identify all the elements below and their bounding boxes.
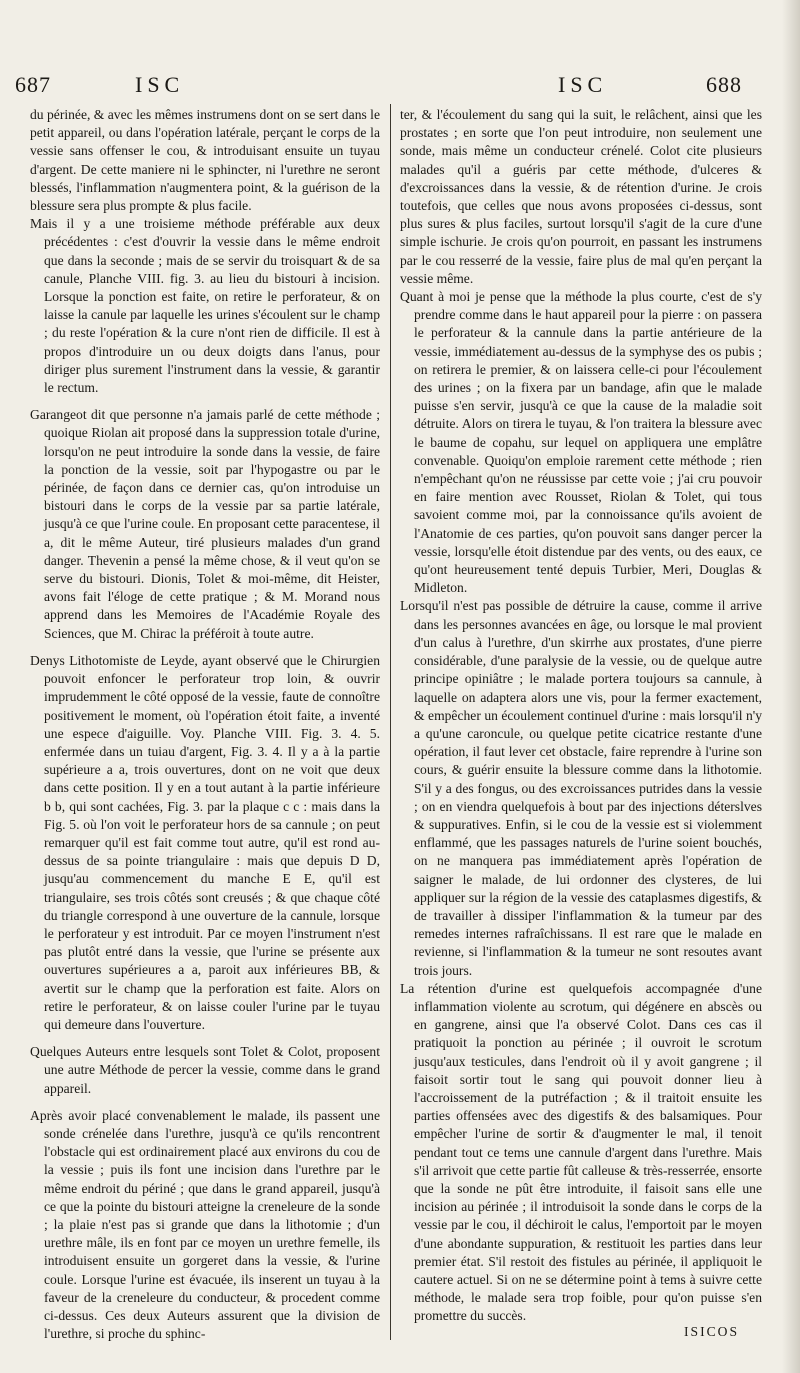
- catchword: ISICOS: [684, 1324, 740, 1339]
- right-column: [400, 106, 762, 1326]
- paragraph: du périnée, & avec les mêmes instrumens dont on se sert dans le petit appareil, ou dans l'opération latérale, perçant le corps de la vessie sans offenser le cou, & introduisant ensuite un tuyau d'argent. De cette maniere ni le sphincter, ni l'urethre ne seront blessés, l'inflammation n'augmentera point, & la guérison de la blessure sera plus prompte & plus facile.: [30, 107, 380, 214]
- paragraph: Quelques Auteurs entre lesquels sont Tolet & Colot, proposent une autre Méthode de percer la vessie, comme dans le grand appareil.: [30, 1044, 380, 1096]
- left-column: [30, 106, 380, 1343]
- page-number-left: 687: [15, 72, 51, 97]
- page-header: [0, 72, 800, 106]
- paragraph: Quant à moi je pense que la méthode la plus courte, c'est de s'y prendre comme dans le haut appareil pour la pierre : on passera le perforateur & la cannule dans la partie antérieure de la vessie, immédiatement au-dessus de la symphyse des os pubis ; on retirera le premier, & on laissera celle-ci pour l'écoulement des urines ; on la fixera par un bandage, afin que le malade puisse s'en servir, jusqu'à ce que la cause de la maladie soit détruite. Alors on tirera le tuyau, & l'on traitera la blessure avec le baume de copahu, sur lequel on appliquera une emplâtre convenable. Quoiqu'on emploie rarement cette méthode ; rien n'empêchant qu'on ne réussisse par cette voie ; j'ai cru pouvoir en faire mention avec Rousset, Riolan & Tolet, qui tous savoient comme moi, par la connoissance qu'ils avoient de l'Anatomie de ces parties, qu'on pouvoit sans danger percer la vessie, lorsqu'elle étoit distendue par des vents, ou des eaux, ce qu'ont heureusement tenté depuis Turbier, Meri, Douglas & Midleton.: [400, 289, 762, 596]
- paragraph: Mais il y a une troisieme méthode préférable aux deux précédentes : c'est d'ouvrir la vessie dans le même endroit que dans la seconde ; mais de se servir du troisquart & de sa canule, Planche VIII. fig. 3. au lieu du bistouri à incision. Lorsque la ponction est faite, on retire le perforateur, & on laisse la canule par laquelle les urines s'écoulent sur le champ ; du reste l'opération & la cure n'ont rien de difficile. Il est à propos d'introduire un ou deux doigts dans l'anus, pour diriger plus surement l'instrument dans la vessie, & garantir le rectum.: [30, 216, 380, 396]
- running-head-right: ISC: [558, 72, 608, 97]
- paragraph: Après avoir placé convenablement le malade, ils passent une sonde crénelée dans l'urethre, jusqu'à ce qu'ils rencontrent l'obstacle qui est ordinairement placé aux environs du cou de la vessie ; puis ils font une incision dans l'urethre par le même endroit du périné ; que dans le grand appareil, jusqu'à ce que la pointe du bistouri atteigne la creneleure de la sonde ; la plaie n'est pas si grande que dans la lithotomie ; d'un urethre mâle, ils en font par ce moyen un urethre femelle, ils introduisent ensuite un gorgeret dans la vessie, & l'urine coule. Lorsque l'urine est évacuée, ils inserent un tuyau à la faveur de la creneleure du conducteur, & procedent comme ci-dessus. Ces deux Auteurs assurent que la division de l'urethre, si proche du sphinc-: [30, 1107, 380, 1342]
- paragraph: Denys Lithotomiste de Leyde, ayant observé que le Chirurgien pouvoit enfoncer le perforateur trop loin, & ouvrir imprudemment le côté opposé de la vessie, faute de connoître positivement le moment, où l'opération étoit faite, a inventé une espece d'aiguille. Voy. Planche VIII. Fig. 3. 4. 5. enfermée dans un tuiau d'argent, Fig. 3. 4. Il y a à la partie supérieure a a, trois ouvertures, dont on ne voit que deux dans cette position. Il y en a tout autant à la partie inférieure b b, qui sont cachées, Fig. 3. par la plaque c c : mais dans la Fig. 5. où l'on voit le perforateur hors de sa cannule ; on peut remarquer qu'il est fait comme tout autre, qu'il est rond au-dessus de sa pointe triangulaire : mais que depuis D D, jusqu'au commencement du manche E E, qu'il est triangulaire, ses trois côtés sont creusés ; & que chaque côté du triangle correspond à une ouverture de la cannule, lorsque le perforateur y est introduit. Par ce moyen l'instrument n'est pas plutôt entré dans la vessie, que l'urine se présente aux ouvertures supérieures a a, paroit aux inférieures BB, & avertit sur le champ que la perforation est faite. Alors on retire le perforateur, & on laisse couler l'urine par le tuyau qui demeure dans l'ouverture.: [30, 652, 380, 1032]
- page-number-right: 688: [706, 72, 742, 97]
- column-rule: [390, 104, 391, 1340]
- running-head-left: ISC: [135, 72, 185, 97]
- paragraph: Lorsqu'il n'est pas possible de détruire la cause, comme il arrive dans les personnes avancées en âge, ou lorsque le mal provient d'un calus à l'urethre, d'un skirrhe aux prostates, d'une pierre considérable, d'une paralysie de la vessie, ou de quelque autre principe opiniâtre ; le malade portera toujours sa cannule, à laquelle on adaptera alors une vis, pour la fermer exactement, & empêcher un écoulement continuel d'urine : mais lorsqu'il n'y a qu'une caroncule, ou quelque petite cicatrice restante d'une opération, il faut lever cet obstacle, faire reprendre à l'urine son cours, & guérir ensuite la blessure comme dans la lithotomie. S'il y a des fongus, ou des excroissances putrides dans la vessie ; on en viendra quelquefois à bout par des injections déterslves & suppuratives. Enfin, si le cou de la vessie est si violemment enflammé, que les passages naturels de l'urine soient bouchés, on ne manquera pas immédiatement après l'opération de saigner le malade, de lui ordonner des clysteres, de lui appliquer sur la région de la vessie des cataplasmes digestifs, & de travailler à dissiper l'inflammation & la tumeur par des remedes internes rafraîchissans. Il est rare que le malade en revienne, si l'inflammation & la tumeur ne sont resoutes avant trois jours.: [400, 598, 762, 978]
- paragraph: Garangeot dit que personne n'a jamais parlé de cette méthode ; quoique Riolan ait proposé dans la suppression totale d'urine, lorsqu'on ne peut introduire la sonde dans la vessie, de faire la ponction de la vessie, soit par l'hypogastre ou par le périnée, de façon dans ce dernier cas, qu'on introduise un bistouri dans le corps de la vessie par sa partie latérale, jusqu'à ce que l'urine coule. En proposant cette paracentese, il a, dit le même Auteur, tiré plusieurs malades d'un grand danger. Thevenin a pensé la même chose, & il veut qu'on se serve du bistouri. Dionis, Tolet & moi-même, dit Heister, avons fait l'éloge de cette pratique ; & M. Morand nous apprend dans les Memoires de l'Académie Royale des Sciences, que M. Chirac la préféroit à toute autre.: [30, 407, 380, 641]
- paragraph: ter, & l'écoulement du sang qui la suit, le relâchent, ainsi que les prostates ; en sorte que l'on peut introduire, non seulement une sonde, mais même un conducteur crénelé. Colot cite plusieurs malades qu'il a guéris par cette méthode, d'ulceres & d'excroissances dans la vessie, & de rétention d'urine. Je crois toutefois, que celles que nous avons proposées ci-dessus, sont plus sures & plus faciles, surtout lorsqu'il s'agit de la cure d'une simple ischurie. Je crois qu'on pourroit, en passant les instrumens par le cou resserré de la vessie, faire plus de mal qu'en perçant la vessie même.: [400, 107, 762, 286]
- paragraph: La rétention d'urine est quelquefois accompagnée d'une inflammation violente au scrotum, qui dégénere en abscès ou en gangrene, ainsi que l'a observé Colot. Dans ces cas il pratiquoit la ponction au périnée ; il ouvroit le scrotum jusqu'aux testicules, dans l'endroit où il y avoit gangrene ; il faisoit sortir tout le sang qui pouvoit donner lieu à l'accroissement de la putréfaction ; & il traitoit ensuite les parties offensées avec des digestifs & des balsamiques. Pour empêcher l'urine de sortir & d'augmenter le mal, il tenoit pendant tout ce tems une cannule d'argent dans l'urethre. Mais s'il arrivoit que cette partie fût calleuse & très-resserrée, ensorte que la sonde ne pût être introduite, il faisoit sans elle une incision au périnée ; il introduisoit la sonde dans le corps de la vessie par le cou, il déchiroit le calus, l'emportoit par le moyen d'une abondante suppuration, & restituoit les parties dans leur premier état. S'il restoit des fistules au périnée, il appliquoit le cautere actuel. Si on ne se détermine point à tems à suivre cette méthode, le malade sera trop foible, pour qu'on puisse s'en promettre du succès.: [400, 980, 762, 1324]
